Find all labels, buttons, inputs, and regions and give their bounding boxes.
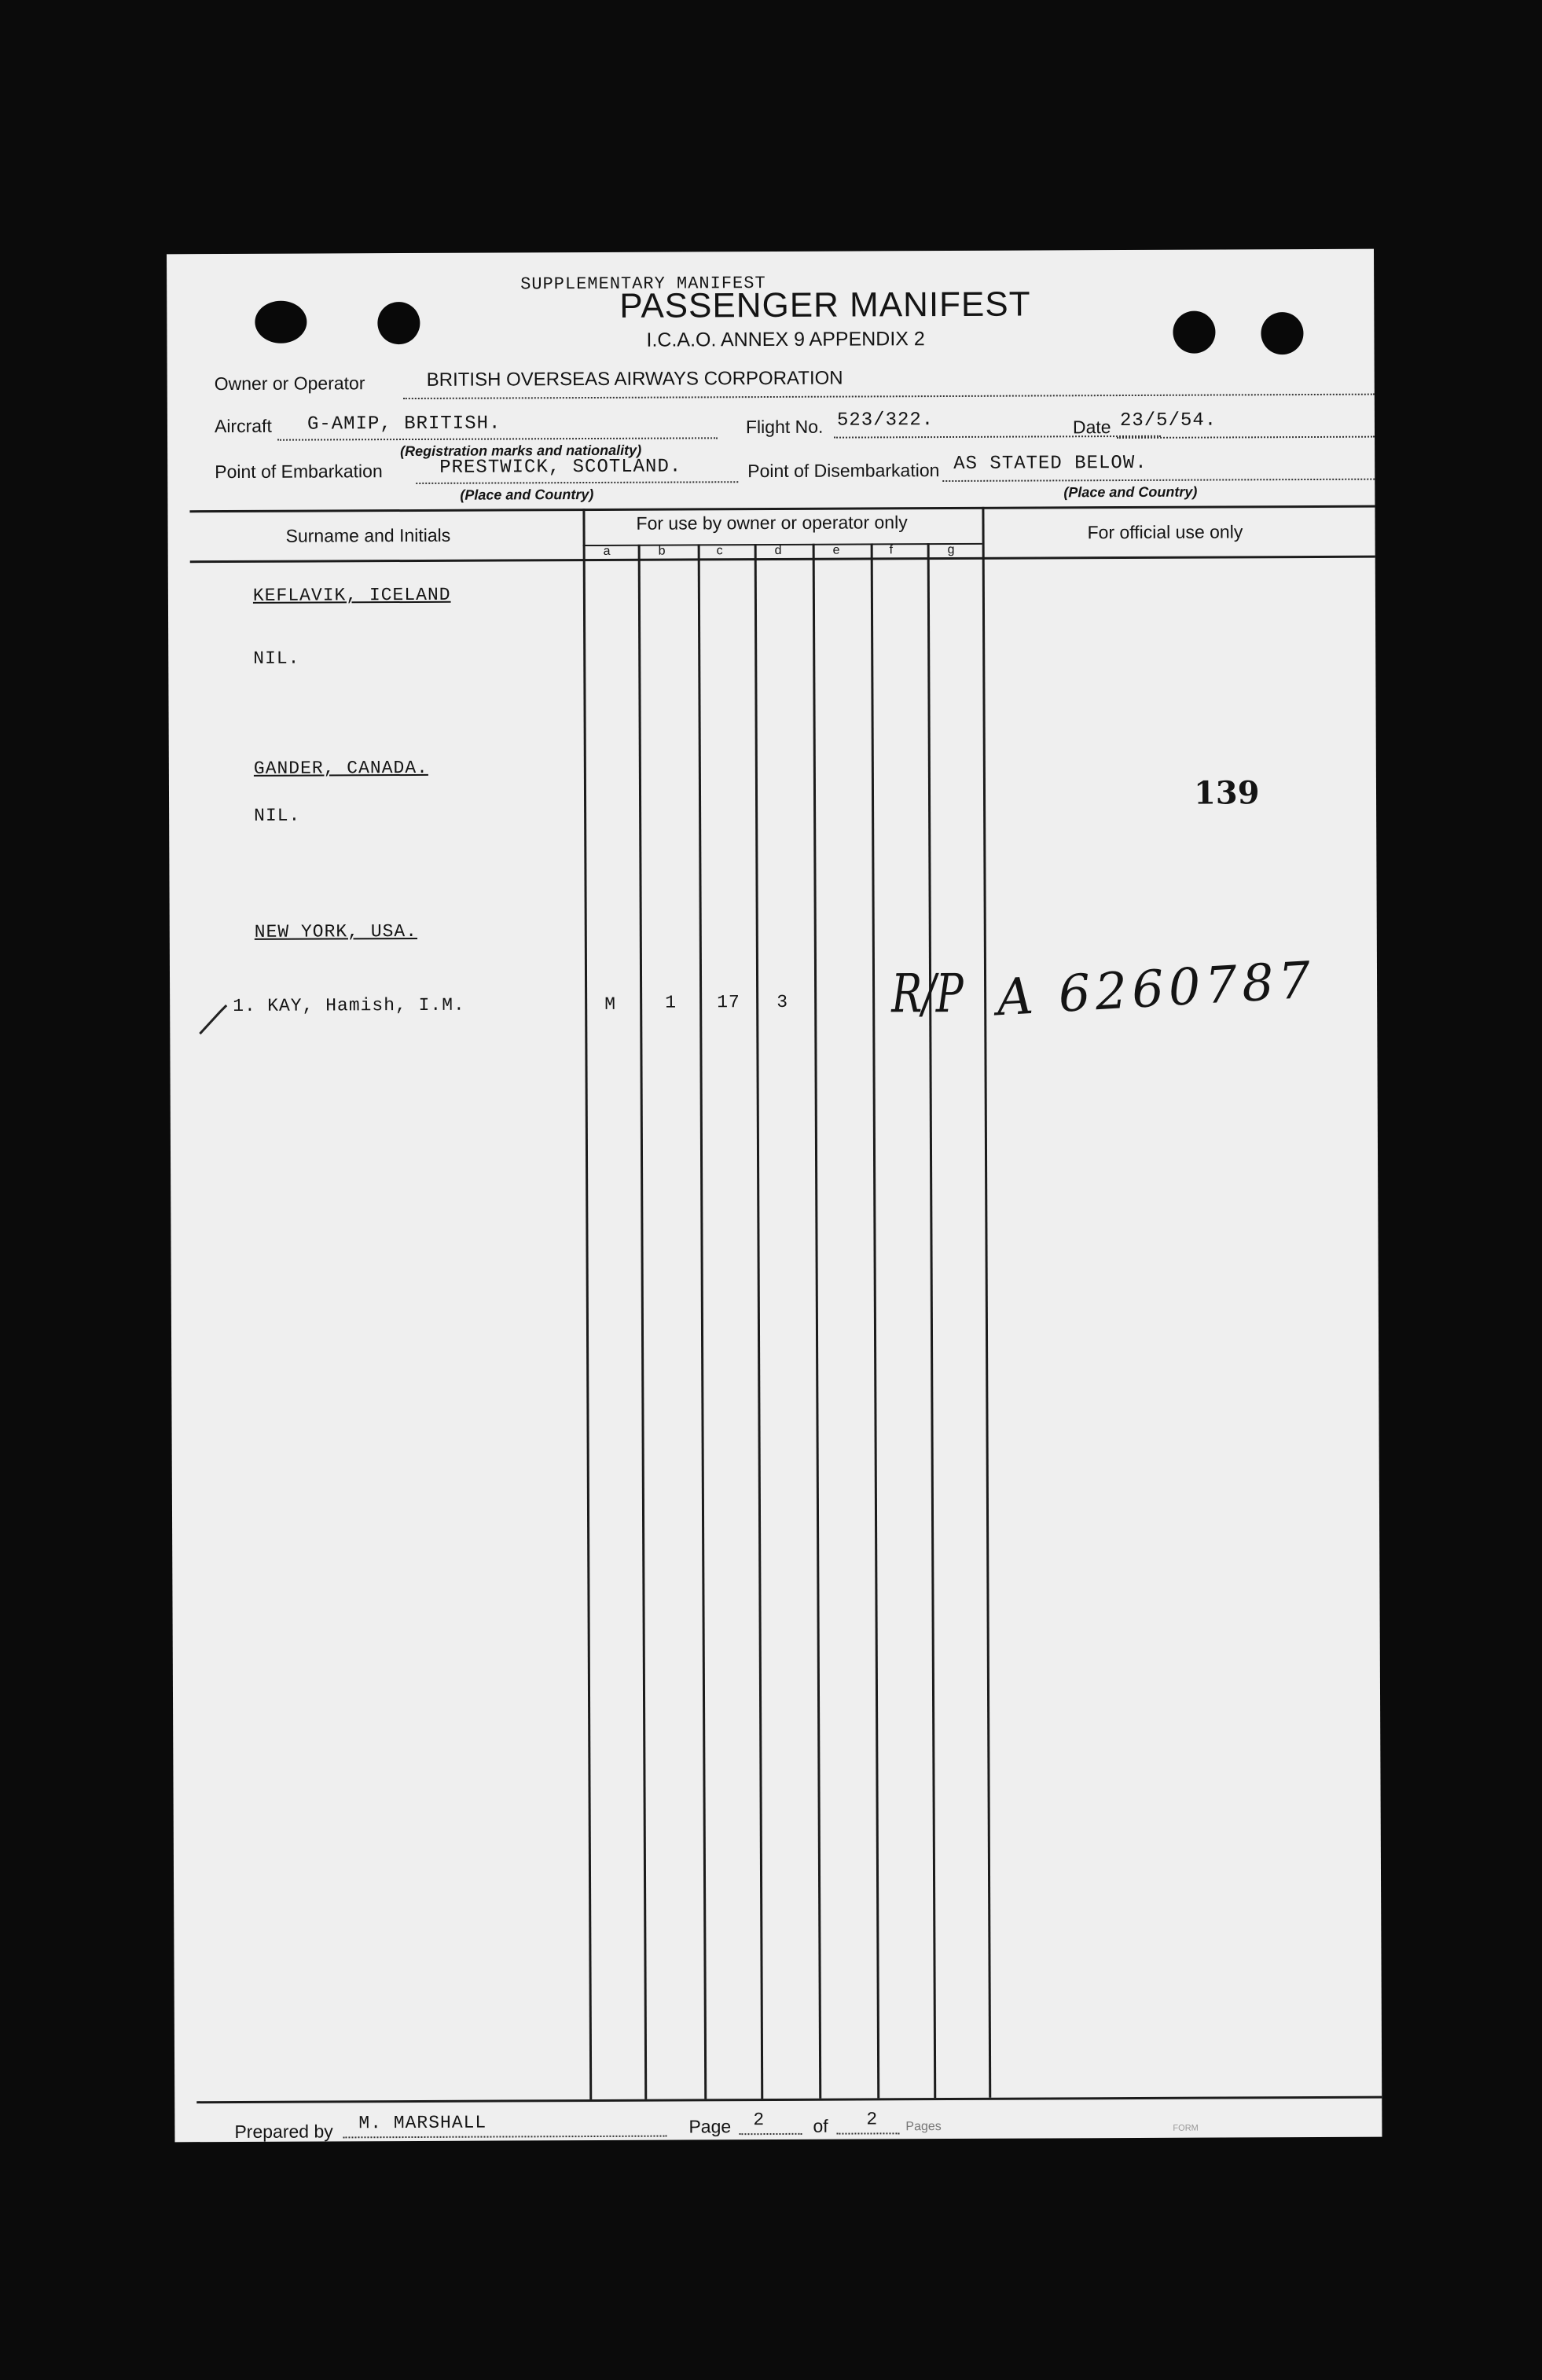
passenger-passport-handwritten: A 6260787 (995, 951, 1317, 1028)
form-code: FORM (1173, 2123, 1199, 2133)
of-value: 2 (866, 2109, 879, 2130)
disembark-value: AS STATED BELOW. (953, 452, 1147, 475)
stop-new-york: NEW YORK, USA. (254, 920, 418, 942)
aircraft-label: Aircraft (214, 415, 272, 437)
embark-note: (Place and Country) (460, 486, 594, 503)
sub-col-a: a (603, 544, 611, 558)
owner-label: Owner or Operator (214, 373, 365, 395)
aircraft-note: (Registration marks and nationality) (400, 442, 642, 460)
sub-col-e: e (832, 543, 840, 557)
supplementary-label: SUPPLEMENTARY MANIFEST (520, 274, 766, 295)
passenger-col-f-handwritten: R/P (890, 963, 964, 1026)
col-surname-header: Surname and Initials (285, 524, 451, 546)
sub-col-b: b (658, 544, 666, 558)
passenger-col-d: 3 (777, 991, 789, 1012)
page-value: 2 (753, 2110, 765, 2131)
passenger-col-b: 1 (665, 992, 677, 1013)
form-title: PASSENGER MANIFEST (619, 285, 1031, 325)
flight-value: 523/322. (836, 410, 934, 432)
owner-value: BRITISH OVERSEAS AIRWAYS CORPORATION (426, 367, 843, 391)
flight-label: Flight No. (745, 416, 824, 438)
stop-keflavik-value: NIL. (253, 648, 300, 669)
punch-hole (377, 302, 420, 344)
punch-hole (1173, 311, 1215, 354)
stop-gander: GANDER, CANADA. (253, 757, 428, 779)
stop-keflavik: KEFLAVIK, ICELAND (252, 584, 451, 606)
disembark-note: (Place and Country) (1063, 483, 1198, 501)
sub-col-d: d (774, 543, 782, 557)
embark-label: Point of Embarkation (215, 461, 383, 483)
punch-hole (1261, 312, 1303, 354)
manifest-sheet (167, 249, 1382, 2143)
aircraft-value: G-AMIP, BRITISH. (307, 413, 501, 435)
embark-value: PRESTWICK, SCOTLAND. (439, 456, 682, 479)
sub-col-c: c (716, 544, 723, 558)
prepared-value: M. MARSHALL (358, 2112, 487, 2134)
stop-gander-value: NIL. (254, 805, 301, 826)
form-subtitle: I.C.A.O. ANNEX 9 APPENDIX 2 (646, 328, 925, 351)
passenger-name: KAY, Hamish, I.M. (267, 994, 465, 1016)
of-label: of (813, 2115, 828, 2136)
date-value: 23/5/54. (1119, 410, 1217, 432)
col-official-header: For official use only (1087, 521, 1243, 543)
punch-hole (255, 301, 307, 343)
disembark-label: Point of Disembarkation (747, 460, 940, 482)
stamped-number: 139 (1193, 774, 1260, 812)
passenger-number: 1. (233, 995, 256, 1016)
sub-col-g: g (947, 542, 955, 557)
passenger-col-a: M (604, 994, 617, 1015)
pages-label: Pages (905, 2120, 942, 2134)
passenger-col-c: 17 (717, 992, 740, 1013)
prepared-label: Prepared by (234, 2121, 333, 2142)
col-owner-use-header: For use by owner or operator only (636, 512, 908, 534)
page-label: Page (688, 2116, 732, 2137)
sub-col-f: f (889, 543, 894, 557)
date-label: Date (1072, 417, 1111, 438)
